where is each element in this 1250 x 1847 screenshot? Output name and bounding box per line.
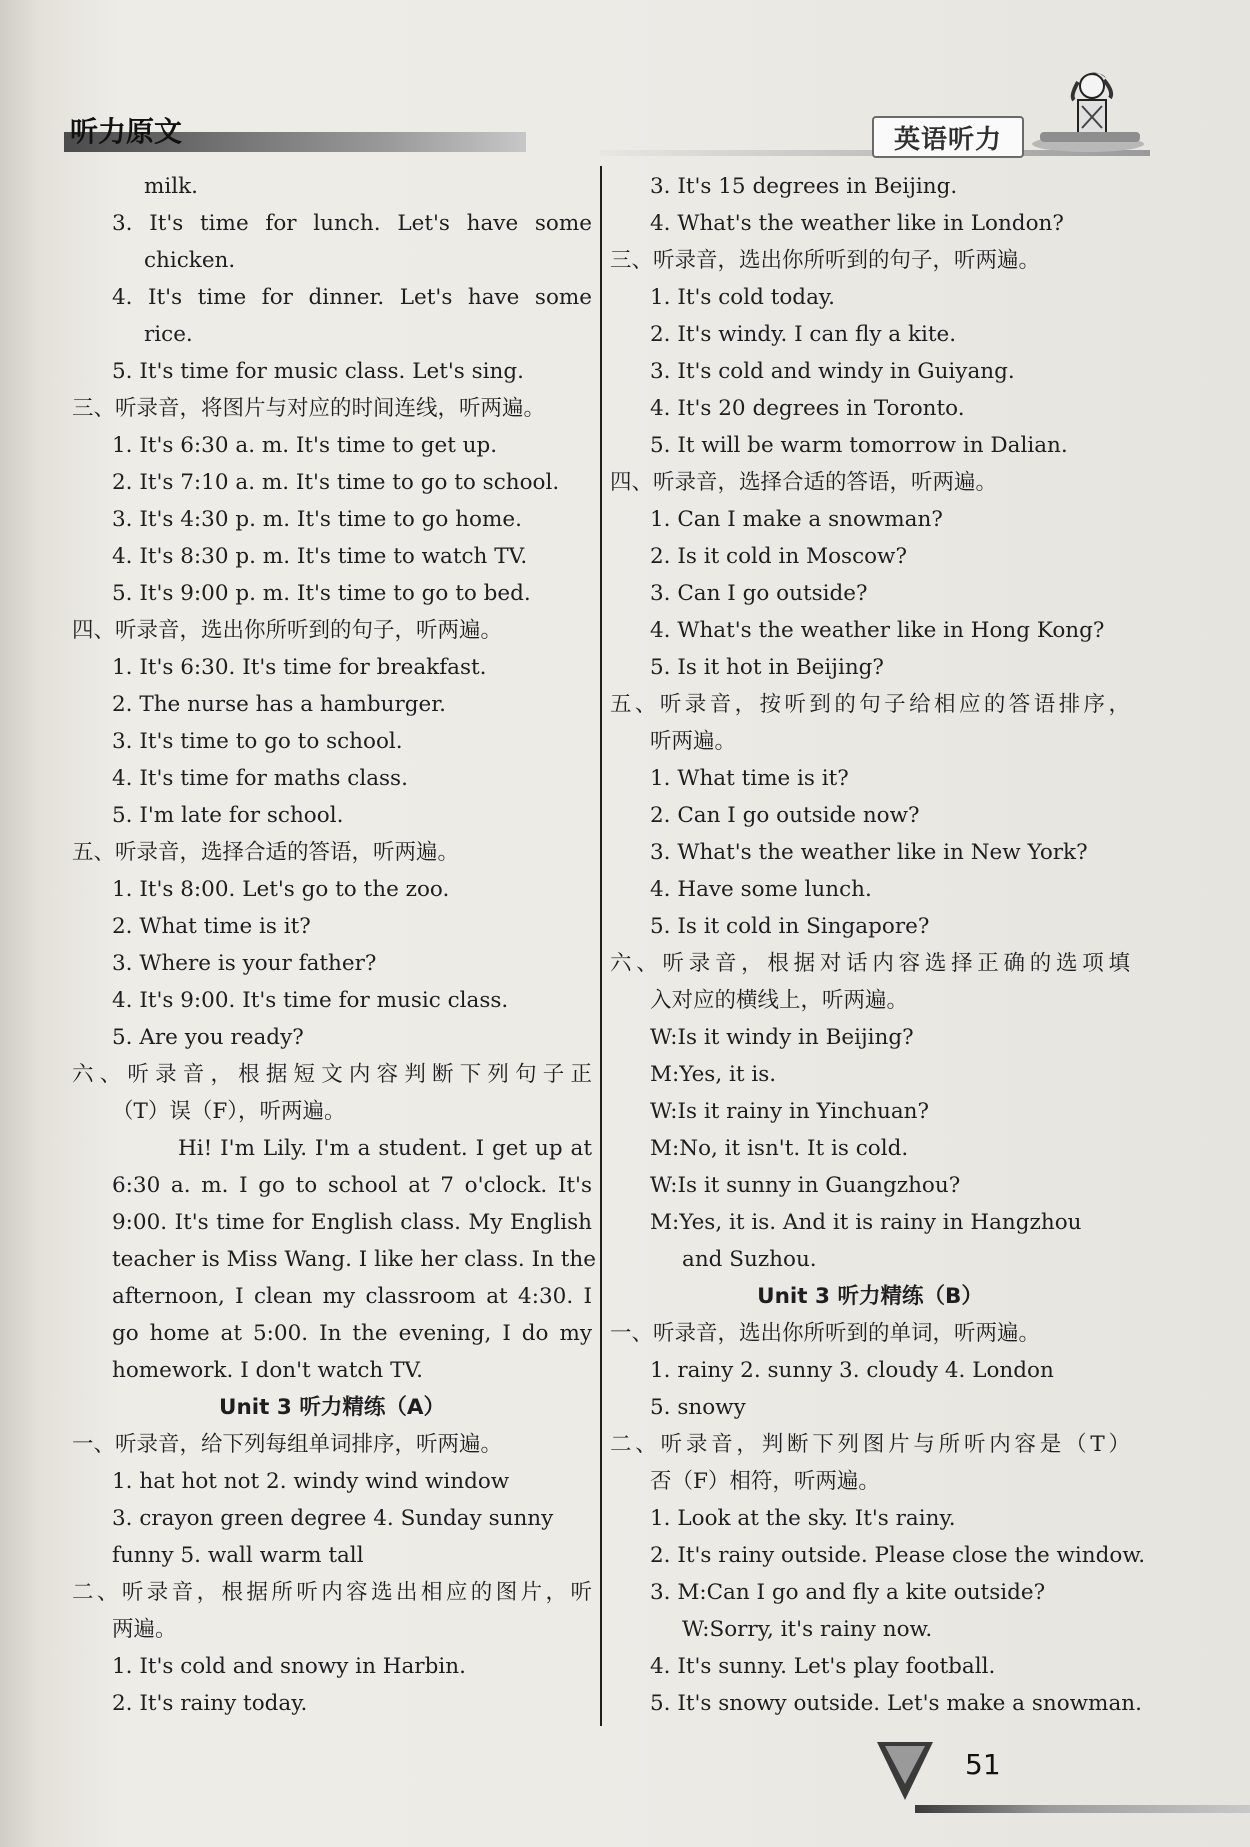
section-heading: 二、听录音，根据所听内容选出相应的图片，听 — [72, 1580, 592, 1605]
text-line: W:Sorry, it's rainy now. — [682, 1617, 933, 1642]
text-line: W:Is it sunny in Guangzhou? — [650, 1173, 961, 1198]
section-heading: 二、听录音，判断下列图片与所听内容是（T） — [610, 1432, 1130, 1457]
text-line: 1. rainy 2. sunny 3. cloudy 4. London — [650, 1358, 1054, 1383]
text-line: Hi! I'm Lily. I'm a student. I get up at — [178, 1136, 592, 1161]
text-line: 5. snowy — [650, 1395, 746, 1420]
text-line: 1. Look at the sky. It's rainy. — [650, 1506, 956, 1531]
text-line: 5. Is it hot in Beijing? — [650, 655, 884, 680]
text-line: 两遍。 — [112, 1617, 177, 1642]
text-line: 9:00. It's time for English class. My English — [112, 1210, 592, 1235]
column-divider — [600, 166, 602, 1726]
section-heading: 六、听录音，根据短文内容判断下列句子正 — [72, 1062, 592, 1087]
text-line: teacher is Miss Wang. I like her class. In the — [112, 1247, 596, 1272]
text-line: 3. It's time to go to school. — [112, 729, 403, 754]
left-column — [72, 168, 596, 1722]
text-line: 2. It's rainy outside. Please close the window. — [650, 1543, 1146, 1568]
text-line: 否（F）相符，听两遍。 — [650, 1469, 880, 1494]
section-heading: 四、听录音，选择合适的答语，听两遍。 — [610, 470, 998, 495]
text-line: 5. It's 9:00 p. m. It's time to go to bed. — [112, 581, 531, 606]
text-line: 1. It's 6:30. It's time for breakfast. — [112, 655, 487, 680]
text-line: 1. hat hot not 2. windy wind window — [112, 1469, 510, 1494]
text-line: 3. crayon green degree 4. Sunday sunny — [112, 1506, 554, 1531]
text-line: 3. It's 15 degrees in Beijing. — [650, 174, 958, 199]
text-line: 3. M:Can I go and fly a kite outside? — [650, 1580, 1046, 1605]
text-line: 4. Have some lunch. — [650, 877, 872, 902]
text-line: 2. What time is it? — [112, 914, 311, 939]
section-heading: 五、听录音，选择合适的答语，听两遍。 — [72, 840, 460, 865]
text-line: 4. It's time for dinner. Let's have some — [112, 285, 592, 310]
text-line: 5. I'm late for school. — [112, 803, 344, 828]
text-line: 2. The nurse has a hamburger. — [112, 692, 447, 717]
down-triangle-icon — [875, 1740, 935, 1802]
text-line: homework. I don't watch TV. — [112, 1358, 424, 1383]
text-line: 3. It's time for lunch. Let's have some — [112, 211, 592, 236]
text-line: 4. It's 8:30 p. m. It's time to watch TV. — [112, 544, 528, 569]
text-line: 2. It's 7:10 a. m. It's time to go to school. — [112, 470, 560, 495]
text-line: 1. It's 6:30 a. m. It's time to get up. — [112, 433, 498, 458]
section-heading: 一、听录音，选出你所听到的单词，听两遍。 — [610, 1321, 1041, 1346]
text-line: M:No, it isn't. It is cold. — [650, 1136, 909, 1161]
text-line: 2. It's windy. I can fly a kite. — [650, 322, 957, 347]
text-line: afternoon, I clean my classroom at 4:30. I — [112, 1284, 592, 1309]
text-line: 入对应的横线上，听两遍。 — [650, 988, 909, 1013]
text-line: 3. Can I go outside? — [650, 581, 868, 606]
text-line: 1. Can I make a snowman? — [650, 507, 943, 532]
text-line: go home at 5:00. In the evening, I do my — [112, 1321, 592, 1346]
girl-reading-mascot-icon — [1030, 66, 1150, 156]
text-line: and Suzhou. — [682, 1247, 817, 1272]
text-line: 1. What time is it? — [650, 766, 849, 791]
text-line: funny 5. wall warm tall — [112, 1543, 364, 1568]
section-heading: 一、听录音，给下列每组单词排序，听两遍。 — [72, 1432, 503, 1457]
text-line: 4. It's sunny. Let's play football. — [650, 1654, 996, 1679]
text-line: 4. It's 9:00. It's time for music class. — [112, 988, 509, 1013]
text-line: 2. Is it cold in Moscow? — [650, 544, 907, 569]
text-line: 4. What's the weather like in Hong Kong? — [650, 618, 1105, 643]
page-number: 51 — [965, 1748, 1001, 1781]
text-line: M:Yes, it is. And it is rainy in Hangzhou — [650, 1210, 1082, 1235]
text-line: milk. — [144, 174, 199, 199]
text-line: chicken. — [144, 248, 236, 273]
section-title: 听力原文 — [70, 115, 183, 148]
section-heading: 三、听录音，选出你所听到的句子，听两遍。 — [610, 248, 1041, 273]
text-line: 6:30 a. m. I go to school at 7 o'clock. It's — [112, 1173, 592, 1198]
text-line: 5. Is it cold in Singapore? — [650, 914, 930, 939]
text-line: 1. It's cold today. — [650, 285, 836, 310]
section-heading: 六、听录音，根据对话内容选择正确的选项填 — [610, 951, 1130, 976]
unit-heading: Unit 3 听力精练（B） — [757, 1284, 983, 1309]
section-heading: 五、听录音，按听到的句子给相应的答语排序， — [610, 692, 1130, 717]
text-line: 听两遍。 — [650, 729, 737, 754]
text-line: 4. It's time for maths class. — [112, 766, 408, 791]
text-line: 4. What's the weather like in London? — [650, 211, 1064, 236]
text-line: W:Is it rainy in Yinchuan? — [650, 1099, 930, 1124]
text-line: 5. It's snowy outside. Let's make a snowman. — [650, 1691, 1142, 1716]
text-line: 3. What's the weather like in New York? — [650, 840, 1088, 865]
text-line: 2. Can I go outside now? — [650, 803, 920, 828]
right-column — [610, 168, 1146, 1722]
text-line: 3. Where is your father? — [112, 951, 377, 976]
text-line: 2. It's rainy today. — [112, 1691, 308, 1716]
text-line: M:Yes, it is. — [650, 1062, 777, 1087]
text-line: 5. It's time for music class. Let's sing. — [112, 359, 524, 384]
text-line: 5. Are you ready? — [112, 1025, 304, 1050]
text-line: 5. It will be warm tomorrow in Dalian. — [650, 433, 1068, 458]
text-line: 3. It's 4:30 p. m. It's time to go home. — [112, 507, 522, 532]
unit-heading: Unit 3 听力精练（A） — [219, 1395, 445, 1420]
text-line: 4. It's 20 degrees in Toronto. — [650, 396, 965, 421]
section-heading: 三、听录音，将图片与对应的时间连线，听两遍。 — [72, 396, 546, 421]
text-line: rice. — [144, 322, 193, 347]
section-heading: 四、听录音，选出你所听到的句子，听两遍。 — [72, 618, 503, 643]
text-line: 1. It's cold and snowy in Harbin. — [112, 1654, 466, 1679]
footer-rule — [915, 1805, 1250, 1813]
text-line: W:Is it windy in Beijing? — [650, 1025, 914, 1050]
text-line: （T）误（F），听两遍。 — [112, 1099, 346, 1124]
text-line: 1. It's 8:00. Let's go to the zoo. — [112, 877, 450, 902]
english-listening-badge: 英语听力 — [872, 116, 1024, 158]
text-line: 3. It's cold and windy in Guiyang. — [650, 359, 1015, 384]
